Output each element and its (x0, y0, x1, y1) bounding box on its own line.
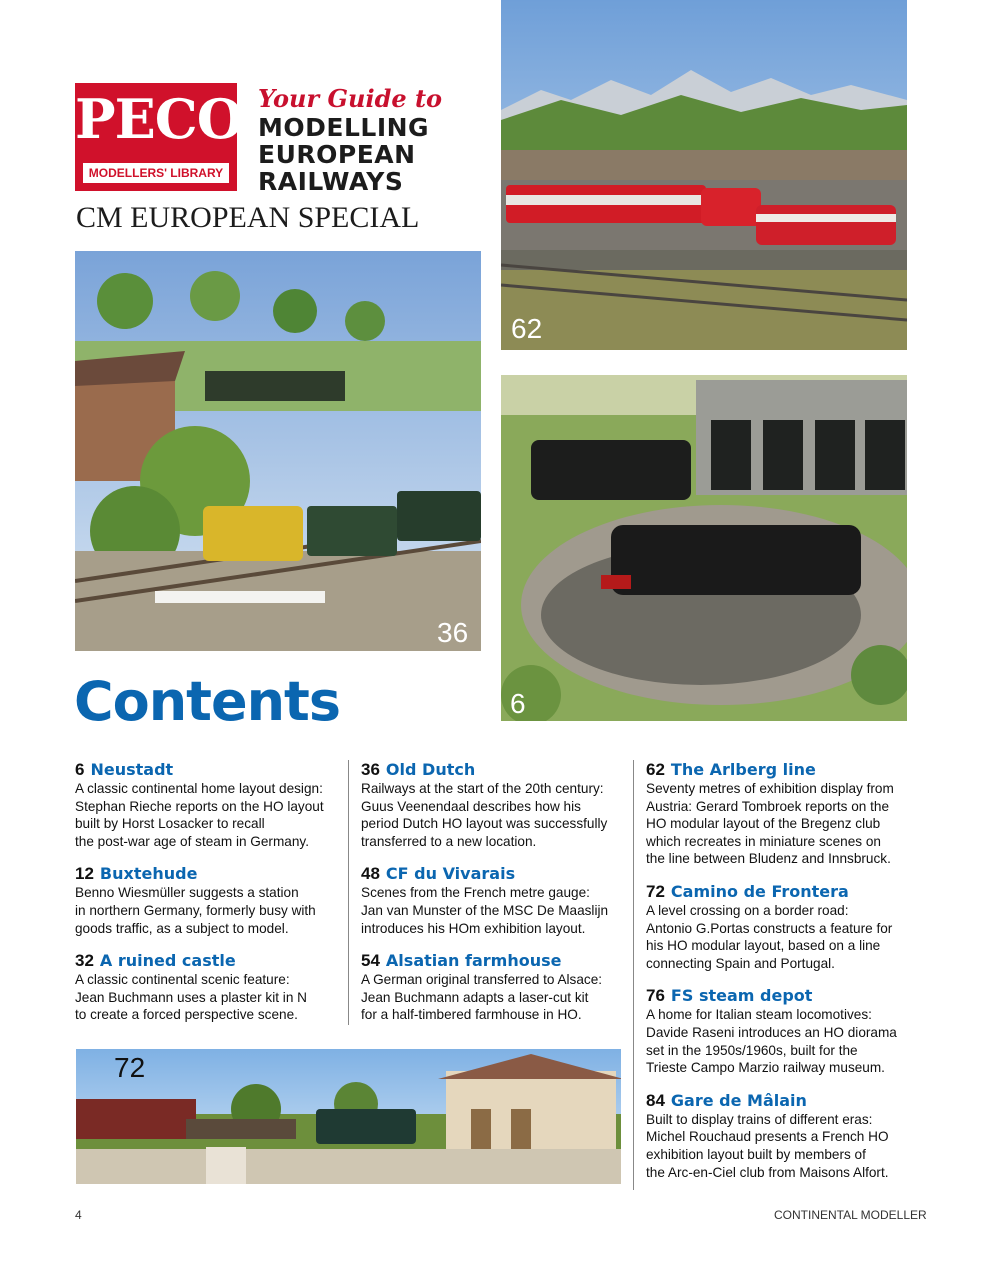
entry-description-line: Trieste Campo Marzio railway museum. (646, 1060, 885, 1076)
entry-description-line: A classic continental home layout design: (75, 781, 323, 796)
entry-description-line: period Dutch HO layout was successfully (361, 816, 608, 832)
special-issue-label: CM EUROPEAN SPECIAL (76, 201, 420, 234)
entry-title: Gare de Mâlain (670, 1090, 807, 1110)
contents-entry (75, 864, 343, 937)
footer-magazine-name: CONTINENTAL MODELLER (774, 1208, 927, 1222)
contents-column-2 (361, 760, 627, 1038)
entry-heading (361, 864, 627, 884)
steam-depot-photo (501, 375, 907, 721)
entry-page-number: 6 (75, 760, 85, 779)
entry-page-number: 36 (361, 760, 380, 779)
entry-description-line: the post-war age of steam in Germany. (75, 833, 309, 849)
entry-description-line: set in the 1950s/1960s, built for the (646, 1042, 858, 1058)
contents-column-3 (646, 760, 908, 1195)
entry-description-line: in northern Germany, formerly busy with (75, 902, 316, 918)
peco-logo (75, 83, 243, 191)
entry-description-line: Railways at the start of the 20th century: (361, 781, 604, 796)
entry-description-line: A level crossing on a border road: (646, 902, 849, 918)
peco-brand: PECO (75, 87, 243, 151)
arlberg-photo (501, 0, 907, 350)
entry-description-line: introduces his HOm exhibition layout. (361, 920, 586, 936)
entry-heading (646, 986, 908, 1006)
entry-description-line: exhibition layout built by members of (646, 1146, 866, 1162)
column-divider (348, 760, 349, 1025)
entry-title: FS steam depot (670, 986, 813, 1006)
guide-title-line: MODELLING (258, 113, 430, 142)
entry-description-line: Jean Buchmann adapts a laser-cut kit (361, 989, 589, 1005)
entry-description-line: Seventy metres of exhibition display from (646, 781, 894, 796)
entry-heading (646, 760, 908, 780)
entry-description-line: Antonio G.Portas constructs a feature for (646, 920, 893, 936)
entry-description-line: Davide Raseni introduces an HO diorama (646, 1024, 897, 1040)
guide-tagline: Your Guide to (258, 84, 443, 113)
entry-heading (361, 760, 627, 780)
contents-column-1 (75, 760, 343, 1038)
entry-page-number: 72 (646, 881, 665, 901)
modellers-library-label: MODELLERS' LIBRARY (83, 163, 229, 183)
entry-description-line: A home for Italian steam locomotives: (646, 1007, 872, 1023)
entry-description-line: connecting Spain and Portugal. (646, 955, 835, 971)
entry-title: Neustadt (90, 760, 174, 779)
guide-title-line: RAILWAYS (258, 167, 404, 196)
contents-entry (646, 1091, 908, 1181)
entry-title: Alsatian farmhouse (385, 951, 562, 971)
entry-heading (75, 864, 343, 884)
photo-page-number: 72 (114, 1052, 146, 1083)
frontera-photo (76, 1049, 621, 1184)
guide-title-line: EUROPEAN (258, 140, 416, 169)
entry-description-line: HO modular layout of the Bregenz club (646, 816, 881, 832)
contents-entry (361, 951, 627, 1024)
entry-description-line: Jean Buchmann uses a plaster kit in N (75, 989, 307, 1005)
entry-page-number: 76 (646, 986, 665, 1006)
entry-title: CF du Vivarais (385, 864, 516, 884)
entry-page-number: 62 (646, 760, 665, 779)
entry-heading (75, 760, 343, 780)
entry-description-line: Stephan Rieche reports on the HO layout (75, 798, 324, 814)
entry-description-line: the line between Bludenz and Innsbruck. (646, 851, 891, 867)
entry-description-line: goods traffic, as a subject to model. (75, 920, 289, 936)
contents-entry (646, 760, 908, 868)
entry-title: Camino de Frontera (670, 881, 849, 901)
entry-description-line: Jan van Munster of the MSC De Maaslijn (361, 902, 609, 918)
entry-page-number: 54 (361, 951, 380, 971)
contents-heading: Contents (74, 670, 341, 733)
entry-description-line: Austria: Gerard Tombroek reports on the (646, 798, 890, 814)
entry-description-line: A German original transferred to Alsace: (361, 972, 603, 988)
entry-title: A ruined castle (99, 951, 236, 971)
entry-description-line: which recreates in miniature scenes on (646, 833, 881, 849)
entry-description-line: Michel Rouchaud presents a French HO (646, 1129, 889, 1145)
contents-entry (646, 882, 908, 972)
entry-description-line: Built to display trains of different eras: (646, 1111, 873, 1127)
entry-page-number: 32 (75, 951, 94, 971)
contents-entry (361, 760, 627, 850)
contents-entry (361, 864, 627, 937)
entry-description-line: transferred to a new location. (361, 833, 537, 849)
entry-description-line: Benno Wiesmüller suggests a station (75, 885, 299, 901)
entry-heading (361, 951, 627, 971)
photo-page-number: 62 (511, 313, 543, 344)
contents-entry (75, 951, 343, 1024)
entry-description-line: his HO modular layout, based on a line (646, 938, 881, 954)
entry-description-line: A classic continental scenic feature: (75, 972, 290, 988)
contents-entry (75, 760, 343, 850)
entry-description-line: for a half-timbered farmhouse in HO. (361, 1007, 582, 1023)
entry-description-line: Scenes from the French metre gauge: (361, 885, 590, 901)
entry-description-line: built by Horst Losacker to recall (75, 816, 265, 832)
photo-page-number: 36 (437, 617, 469, 648)
entry-title: Old Dutch (385, 760, 476, 779)
entry-title: The Arlberg line (670, 760, 816, 779)
entry-description-line: Guus Veenendaal describes how his (361, 798, 581, 814)
entry-page-number: 12 (75, 864, 94, 884)
entry-heading (646, 882, 908, 902)
column-divider (633, 760, 634, 1190)
footer-page-number: 4 (75, 1208, 82, 1222)
entry-title: Buxtehude (99, 864, 198, 884)
entry-description-line: the Arc-en-Ciel club from Maisons Alfort. (646, 1164, 889, 1180)
entry-description-line: to create a forced perspective scene. (75, 1007, 298, 1023)
entry-page-number: 48 (361, 864, 380, 884)
entry-page-number: 84 (646, 1090, 665, 1110)
photo-page-number: 6 (510, 688, 526, 719)
entry-heading (646, 1091, 908, 1111)
guide-title (258, 114, 429, 195)
old-dutch-photo (75, 251, 481, 651)
entry-heading (75, 951, 343, 971)
contents-entry (646, 986, 908, 1076)
